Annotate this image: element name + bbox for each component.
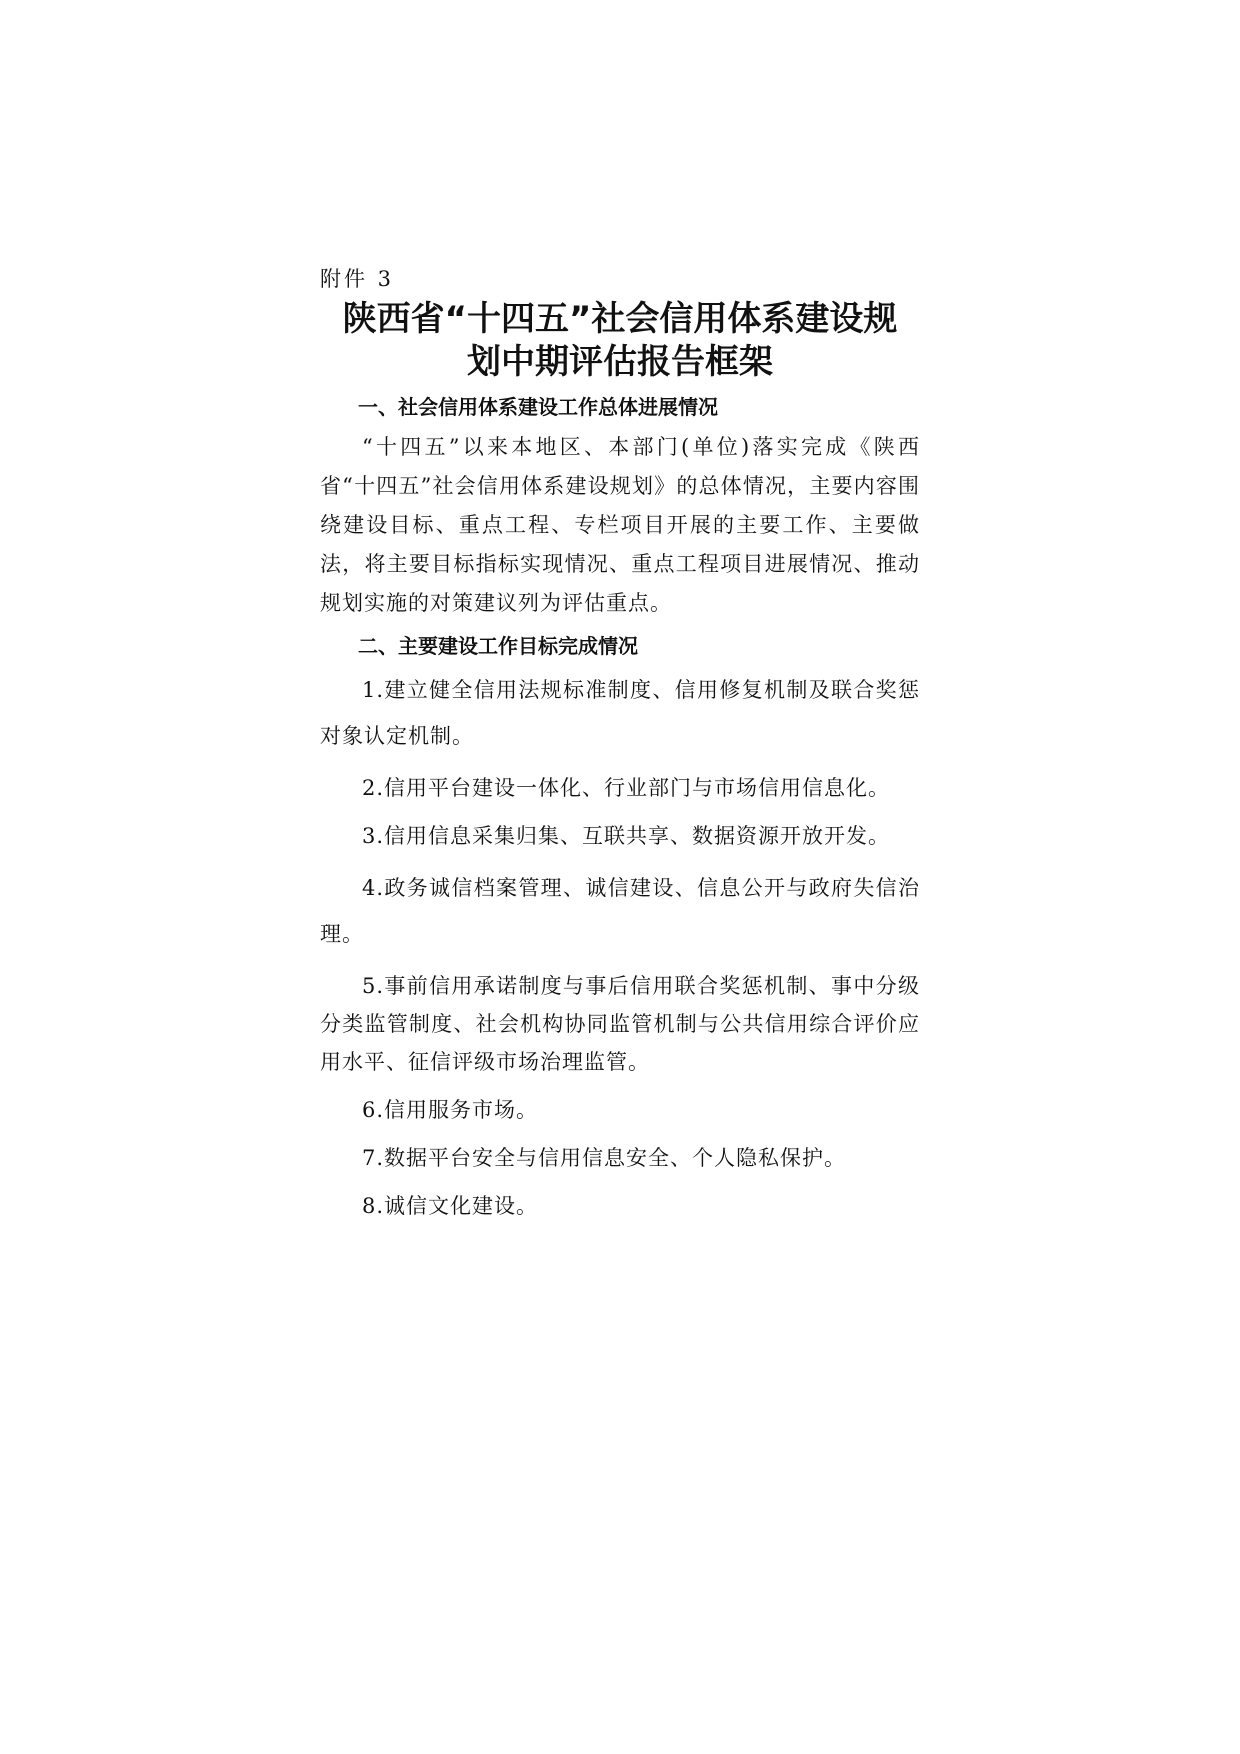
section-1-paragraph: “十四五”以来本地区、本部门(单位)落实完成《陕西省“十四五”社会信用体系建设规划》的总体情况，主要内容围绕建设目标、重点工程、专栏项目开展的主要工作、主要做法，将主要目标指标实现情况、重点工程项目进展情况、推动规划实施的对策建议列为评估重点。 — [320, 435, 920, 615]
list-item-3: 3.信用信息采集归集、互联共享、数据资源开放开发。 — [362, 824, 891, 848]
attachment-label: 附件 3 — [320, 267, 395, 291]
document-content — [320, 264, 920, 1235]
list-item-1: 1.建立健全信用法规标准制度、信用修复机制及联合奖惩对象认定机制。 — [320, 678, 920, 748]
list-item-4: 4.政务诚信档案管理、诚信建设、信息公开与政府失信治理。 — [320, 876, 920, 946]
title-line-1: 陕西省“十四五”社会信用体系建设规 — [342, 299, 898, 339]
section-heading-1: 一、社会信用体系建设工作总体进展情况 — [358, 395, 718, 419]
list-item-5: 5.事前信用承诺制度与事后信用联合奖惩机制、事中分级分类监管制度、社会机构协同监管机制与公共信用综合评价应用水平、征信评级市场治理监管。 — [320, 974, 920, 1074]
list-item-7: 7.数据平台安全与信用信息安全、个人隐私保护。 — [362, 1146, 847, 1170]
list-item-6: 6.信用服务市场。 — [362, 1098, 539, 1122]
section-heading-2: 二、主要建设工作目标完成情况 — [358, 634, 638, 658]
list-item-8: 8.诚信文化建设。 — [362, 1194, 539, 1218]
list-item-2: 2.信用平台建设一体化、行业部门与市场信用信息化。 — [362, 776, 891, 800]
document-title — [320, 298, 920, 384]
title-line-2: 划中期评估报告框架 — [467, 342, 773, 382]
